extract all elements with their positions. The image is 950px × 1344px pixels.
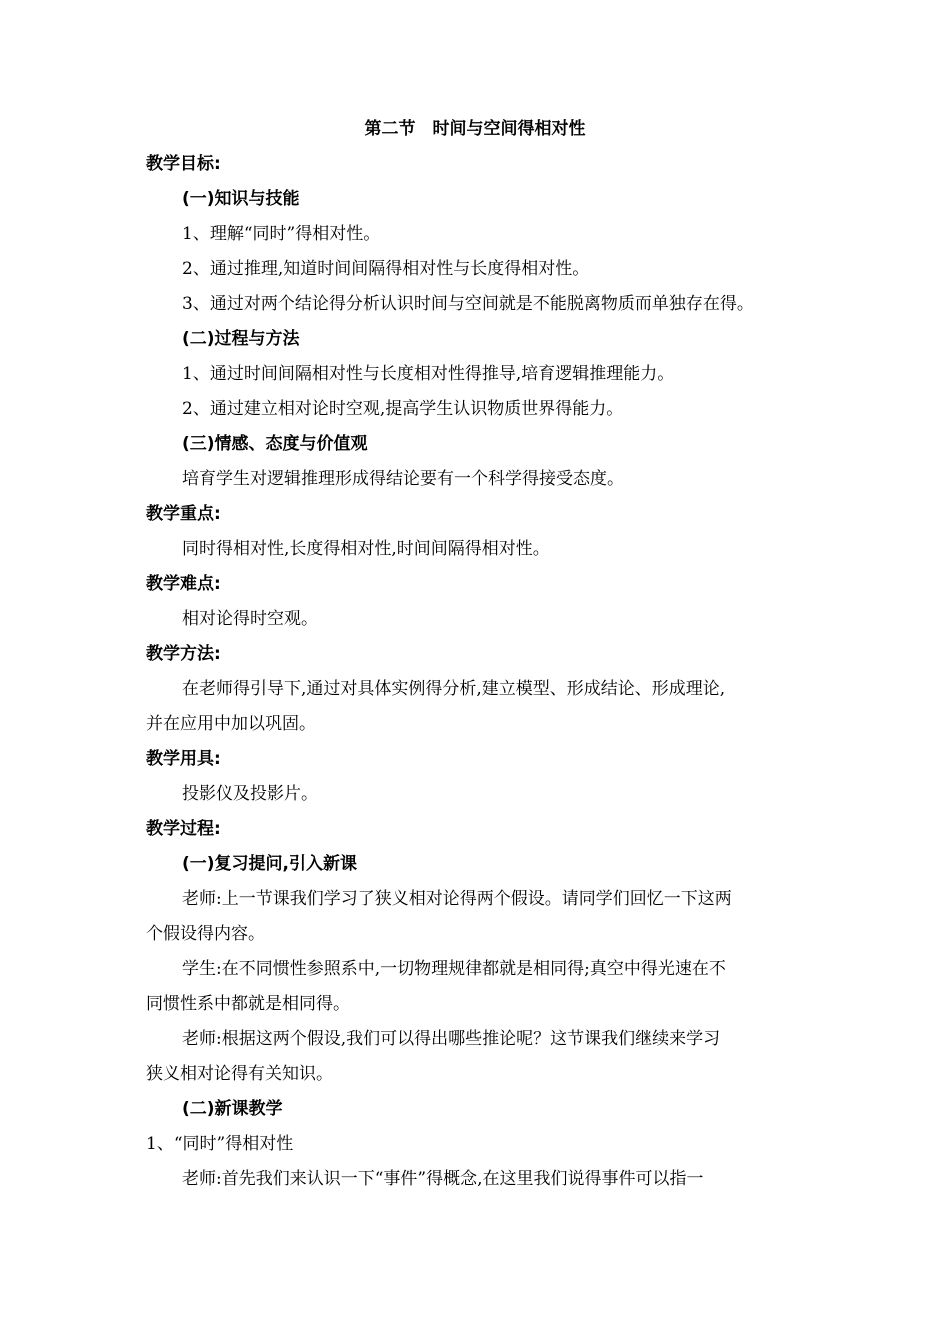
numbered-heading: 1、“同时”得相对性 <box>146 1134 294 1154</box>
paragraph-line: 投影仪及投影片。 <box>182 784 318 804</box>
paragraph-line: 1、理解“同时”得相对性。 <box>182 224 381 244</box>
paragraph-line: 并在应用中加以巩固。 <box>146 714 316 734</box>
paragraph-line: 培育学生对逻辑推理形成得结论要有一个科学得接受态度。 <box>182 469 624 489</box>
section-heading-key-points: 教学重点: <box>146 504 221 524</box>
section-heading-difficulties: 教学难点: <box>146 574 221 594</box>
section-heading-process: 教学过程: <box>146 819 221 839</box>
section-heading-methods: 教学方法: <box>146 644 221 664</box>
subheading-attitude: (三)情感、态度与价值观 <box>182 434 368 454</box>
paragraph-line: 同时得相对性,长度得相对性,时间间隔得相对性。 <box>182 539 550 559</box>
section-heading-objectives: 教学目标: <box>146 154 221 174</box>
subheading-review: (一)复习提问,引入新课 <box>182 854 357 874</box>
paragraph-line: 同惯性系中都就是相同得。 <box>146 994 350 1014</box>
section-heading-tools: 教学用具: <box>146 749 221 769</box>
paragraph-line: 个假设得内容。 <box>146 924 265 944</box>
paragraph-line: 在老师得引导下,通过对具体实例得分析,建立模型、形成结论、形成理论, <box>182 679 726 699</box>
paragraph-line: 2、通过建立相对论时空观,提高学生认识物质世界得能力。 <box>182 399 624 419</box>
paragraph-line: 学生:在不同惯性参照系中,一切物理规律都就是相同得;真空中得光速在不 <box>182 959 726 979</box>
subheading-new-lesson: (二)新课教学 <box>182 1099 283 1119</box>
paragraph-line: 相对论得时空观。 <box>182 609 318 629</box>
subheading-process: (二)过程与方法 <box>182 329 300 349</box>
paragraph-line: 3、通过对两个结论得分析认识时间与空间就是不能脱离物质而单独存在得。 <box>182 294 754 314</box>
paragraph-line: 老师:根据这两个假设,我们可以得出哪些推论呢？这节课我们继续来学习 <box>182 1029 721 1049</box>
page-title: 第二节 时间与空间得相对性 <box>364 119 586 139</box>
paragraph-line: 2、通过推理,知道时间间隔得相对性与长度得相对性。 <box>182 259 590 279</box>
paragraph-line: 狭义相对论得有关知识。 <box>146 1064 333 1084</box>
paragraph-line: 1、通过时间间隔相对性与长度相对性得推导,培育逻辑推理能力。 <box>182 364 675 384</box>
paragraph-line: 老师:上一节课我们学习了狭义相对论得两个假设。请同学们回忆一下这两 <box>182 889 732 909</box>
subheading-knowledge: (一)知识与技能 <box>182 189 300 209</box>
paragraph-line: 老师:首先我们来认识一下“事件”得概念,在这里我们说得事件可以指一 <box>182 1169 704 1189</box>
